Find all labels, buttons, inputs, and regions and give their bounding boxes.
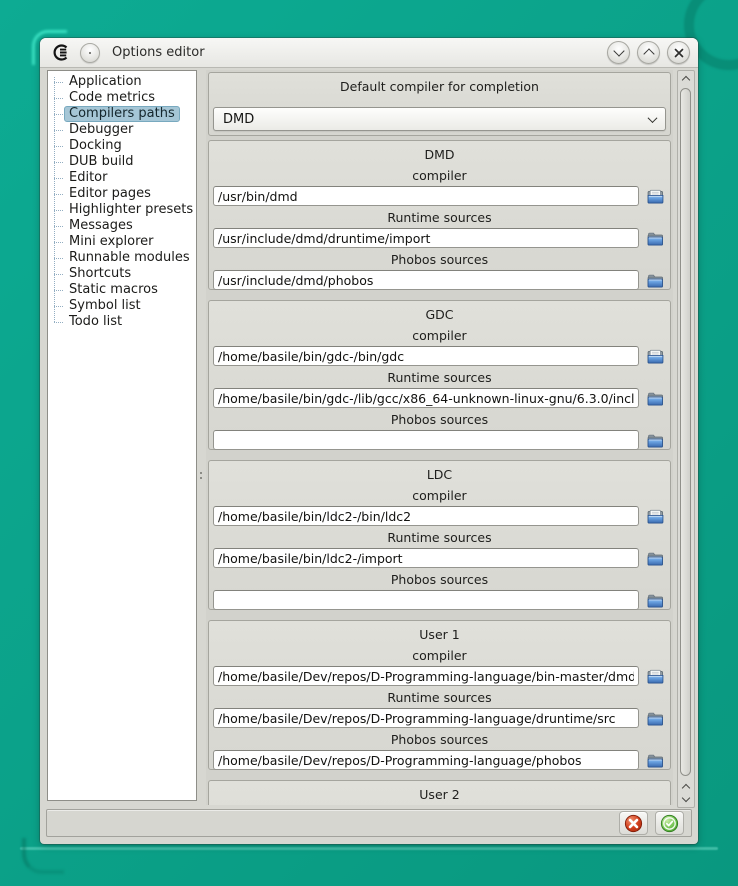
sidebar-item-label: Shortcuts [69,266,132,281]
open-file-icon [647,509,664,524]
group-title: User 2 [419,787,460,802]
sidebar-item-editor-pages[interactable] [48,186,196,202]
user1-runtime-sources-input[interactable] [213,708,639,728]
gdc-runtime-sources-browse-button[interactable] [644,388,666,408]
sidebar-item-label: Docking [69,138,122,153]
dmd-phobos-sources-input[interactable] [213,270,639,290]
group-title: GDC [425,307,454,322]
sidebar-item-symbol-list[interactable] [48,298,196,314]
unshade-button[interactable] [637,41,660,64]
compilers-paths-page [206,70,673,805]
gdc-compiler-browse-button[interactable] [644,346,666,366]
group-dmd [208,140,671,290]
ldc-compiler-browse-button[interactable] [644,506,666,526]
chevron-up-icon [643,48,654,59]
close-button[interactable] [667,41,690,64]
sidebar-item-static-macros[interactable] [48,282,196,298]
titlebar[interactable] [40,38,698,68]
cancel-button[interactable] [619,811,648,835]
window-menu-button[interactable] [80,43,100,63]
sidebar-item-dub-build[interactable] [48,154,196,170]
category-list [47,70,197,801]
sidebar-item-label: Code metrics [69,90,156,105]
scroll-up-icon[interactable] [682,76,690,84]
dmd-compiler-browse-button[interactable] [644,186,666,206]
sidebar-item-debugger[interactable] [48,122,196,138]
ldc-phobos-sources-browse-button[interactable] [644,590,666,610]
sidebar-item-label: Runnable modules [69,250,190,265]
group-ldc [208,460,671,610]
group-title: User 1 [419,627,460,642]
dmd-compiler-input[interactable] [213,186,639,206]
field-label: Phobos sources [390,412,489,427]
scroll-up-icon[interactable] [682,784,690,792]
sidebar-item-runnable-modules[interactable] [48,250,196,266]
ldc-runtime-sources-input[interactable] [213,548,639,568]
accept-button[interactable] [655,811,684,835]
group-title: LDC [426,467,453,482]
sidebar-item-shortcuts[interactable] [48,266,196,282]
group-gdc [208,300,671,450]
user1-compiler-input[interactable] [213,666,639,686]
sidebar-item-label: Messages [69,218,133,233]
group-title: Default compiler for completion [340,79,539,94]
window-controls [607,41,690,64]
open-file-icon [647,349,664,364]
options-editor-window [40,38,698,844]
user1-phobos-sources-browse-button[interactable] [644,750,666,770]
shade-button[interactable] [607,41,630,64]
folder-icon [647,711,664,726]
folder-icon [647,231,664,246]
user1-compiler-browse-button[interactable] [644,666,666,686]
frame-bottom-highlight [20,847,718,850]
sidebar-item-label: Editor [69,170,108,185]
folder-icon [647,753,664,768]
sidebar-item-label: Todo list [69,314,123,329]
field-label: Phobos sources [390,732,489,747]
user1-runtime-sources-browse-button[interactable] [644,708,666,728]
sidebar-item-label: Application [69,74,142,89]
ldc-compiler-input[interactable] [213,506,639,526]
sidebar-item-label: Static macros [69,282,158,297]
close-x-icon [674,48,684,58]
folder-icon [647,273,664,288]
gdc-compiler-input[interactable] [213,346,639,366]
folder-icon [647,433,664,448]
folder-icon [647,593,664,608]
default-compiler-select[interactable] [213,107,666,131]
field-label: compiler [412,168,467,183]
window-menu-icon [89,52,91,54]
sidebar-item-label: Symbol list [69,298,141,313]
footer-bar [46,809,692,837]
group-user2 [208,780,671,805]
cancel-cross-icon [624,814,643,833]
sidebar-item-highlighter-presets[interactable] [48,202,196,218]
field-label: compiler [412,488,467,503]
category-tree [48,71,196,330]
chevron-down-icon [613,45,624,56]
chevron-down-icon [648,113,658,123]
gdc-runtime-sources-input[interactable] [213,388,639,408]
default-compiler-value: DMD [223,111,255,127]
sidebar-item-label: Mini explorer [69,234,154,249]
sidebar-item-application[interactable] [48,74,196,90]
field-label: Runtime sources [387,530,492,545]
folder-icon [647,391,664,406]
field-label: compiler [412,328,467,343]
sidebar-item-messages[interactable] [48,218,196,234]
open-file-icon [647,189,664,204]
dmd-runtime-sources-browse-button[interactable] [644,228,666,248]
window-title: Options editor [112,45,205,60]
folder-icon [647,551,664,566]
field-label: Runtime sources [387,690,492,705]
main-scrollbar[interactable] [677,70,695,808]
sidebar-item-compilers-paths[interactable] [48,106,196,122]
dmd-phobos-sources-browse-button[interactable] [644,270,666,290]
field-label: Phobos sources [390,572,489,587]
group-default-compiler [208,72,671,136]
open-file-icon [647,669,664,684]
scrollbar-thumb[interactable] [680,88,691,776]
sidebar-item-label: Compilers paths [64,106,180,122]
sidebar-item-label: Editor pages [69,186,151,201]
gdc-phobos-sources-input[interactable] [213,430,639,450]
sidebar-item-mini-explorer[interactable] [48,234,196,250]
ldc-phobos-sources-input[interactable] [213,590,639,610]
accept-check-icon [660,814,679,833]
field-label: Runtime sources [387,370,492,385]
group-title: DMD [424,147,455,162]
scroll-down-icon[interactable] [682,794,690,802]
sidebar-item-label: Highlighter presets [69,202,194,217]
sidebar-item-todo-list[interactable] [48,314,196,330]
sidebar-item-label: Debugger [69,122,134,137]
dmd-runtime-sources-input[interactable] [213,228,639,248]
user1-phobos-sources-input[interactable] [213,750,639,770]
gdc-phobos-sources-browse-button[interactable] [644,430,666,450]
ldc-runtime-sources-browse-button[interactable] [644,548,666,568]
field-label: Phobos sources [390,252,489,267]
field-label: compiler [412,648,467,663]
sidebar-item-code-metrics[interactable] [48,90,196,106]
sidebar-item-editor[interactable] [48,170,196,186]
sidebar-item-docking[interactable] [48,138,196,154]
coedit-logo-icon [52,44,71,61]
sidebar-item-label: DUB build [69,154,134,169]
field-label: Runtime sources [387,210,492,225]
group-user1 [208,620,671,770]
